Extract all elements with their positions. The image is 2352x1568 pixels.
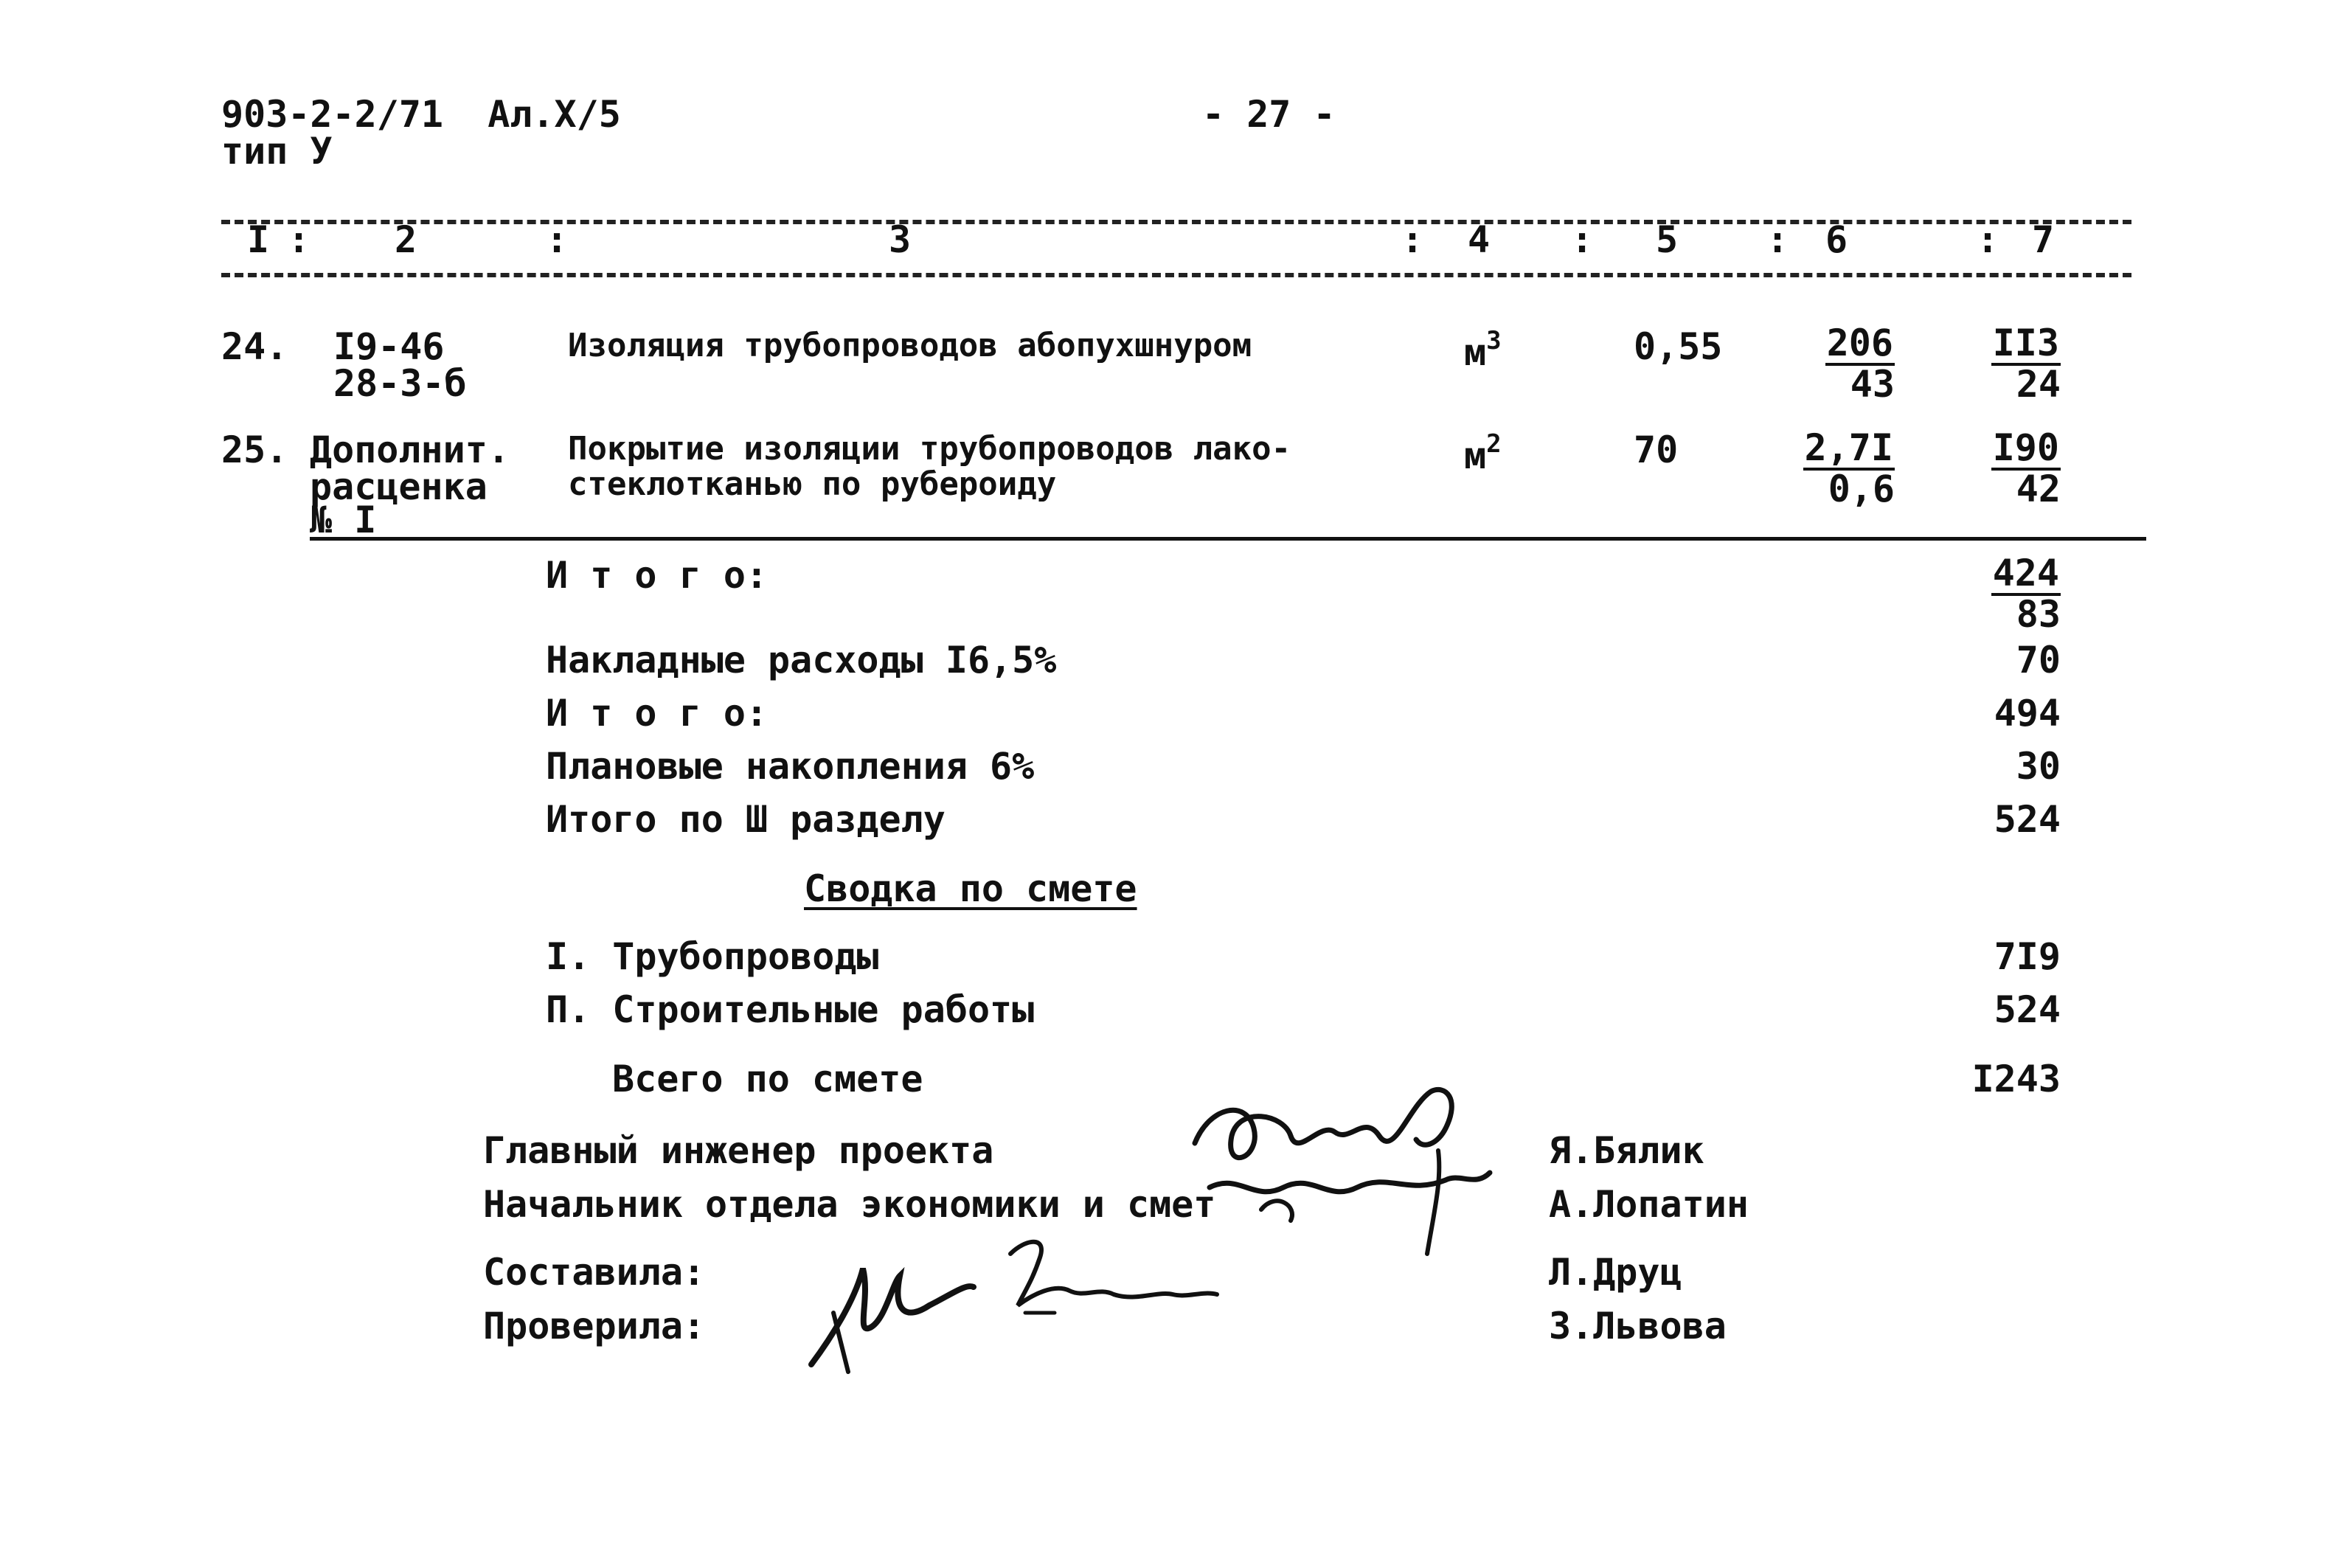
summary-title: Сводка по смете: [804, 867, 1137, 910]
itogo2-label: И т о г о:: [546, 692, 769, 735]
row-number: 25.: [221, 429, 288, 471]
signature-role: Составила:: [483, 1251, 706, 1294]
row-code-line2: расценка: [310, 465, 488, 508]
col-header-1: I: [247, 218, 270, 261]
overhead-label: Накладные расходы I6,5%: [546, 639, 1057, 681]
header-bottom-rule: [221, 273, 2131, 277]
signature-name: А.Лопатин: [1549, 1183, 1749, 1226]
col-header-3: 3: [889, 218, 912, 261]
row-unit-price: $\frac{206}{43}$: [1826, 322, 1895, 406]
signature-name: З.Львова: [1549, 1305, 1727, 1347]
grand-total-value: I243: [1971, 1058, 2061, 1100]
section-total-label: Итого по Ш разделу: [546, 798, 946, 841]
row-code-line2: 28-3-б: [333, 362, 467, 405]
overhead-value: 70: [2016, 639, 2061, 681]
itogo-value: $\frac{424}{83}$: [1992, 552, 2061, 636]
table-bottom-rule: [310, 537, 2146, 541]
row-description-line1: Покрытие изоляции трубопроводов лако-: [568, 430, 1291, 468]
row-unit: $м^3$: [1464, 326, 1502, 374]
col-separator: :: [1977, 218, 1999, 261]
summary-item-label: П. Строительные работы: [546, 988, 1035, 1031]
row-code-line3: № I: [310, 499, 377, 541]
itogo-label: И т о г о:: [546, 554, 769, 597]
summary-item-label: I. Трубопроводы: [546, 935, 879, 978]
row-number: 24.: [221, 325, 288, 368]
signature-role: Главный инженер проекта: [483, 1129, 994, 1172]
row-unit-price: $\frac{2,7I}{0,6}$: [1804, 426, 1895, 510]
col-header-6: 6: [1825, 218, 1848, 261]
signature-name: Я.Бялик: [1549, 1129, 1704, 1172]
col-separator: :: [1401, 218, 1424, 261]
row-description-line2: стеклотканью по рубероиду: [568, 465, 1057, 503]
row-total: $\frac{I90}{42}$: [1992, 426, 2061, 510]
signature-role: Начальник отдела экономики и смет: [483, 1183, 1216, 1226]
col-separator: :: [1571, 218, 1594, 261]
col-header-2: 2: [395, 218, 417, 261]
summary-item-value: 7I9: [1994, 935, 2061, 978]
row-description: Изоляция трубопроводов абопухшнуром: [568, 327, 1252, 364]
row-quantity: 70: [1634, 429, 1679, 471]
col-header-7: 7: [2032, 218, 2055, 261]
planned-label: Плановые накопления 6%: [546, 745, 1035, 788]
planned-value: 30: [2016, 745, 2061, 788]
row-total: $\frac{II3}{24}$: [1992, 322, 2061, 406]
signature-role: Проверила:: [483, 1305, 706, 1347]
grand-total-label: Всего по смете: [612, 1058, 923, 1100]
section-total-value: 524: [1994, 798, 2061, 841]
row-code-line1: I9-46: [333, 325, 445, 368]
col-separator: :: [288, 218, 311, 261]
col-separator: :: [1766, 218, 1789, 261]
col-separator: :: [546, 218, 569, 261]
itogo2-value: 494: [1994, 692, 2061, 735]
document-code: 903-2-2/71 Ал.X/5: [221, 93, 621, 136]
handwritten-signature-compiler: [804, 1224, 1246, 1394]
type-label: тип У: [221, 130, 333, 173]
page-number: - 27 -: [1202, 93, 1336, 136]
row-code-line1: Дополнит.: [310, 429, 510, 471]
row-quantity: 0,55: [1634, 325, 1723, 368]
row-unit: $м^2$: [1464, 429, 1502, 477]
signature-name: Л.Друц: [1549, 1251, 1682, 1294]
col-header-5: 5: [1656, 218, 1679, 261]
col-header-4: 4: [1468, 218, 1491, 261]
summary-item-value: 524: [1994, 988, 2061, 1031]
